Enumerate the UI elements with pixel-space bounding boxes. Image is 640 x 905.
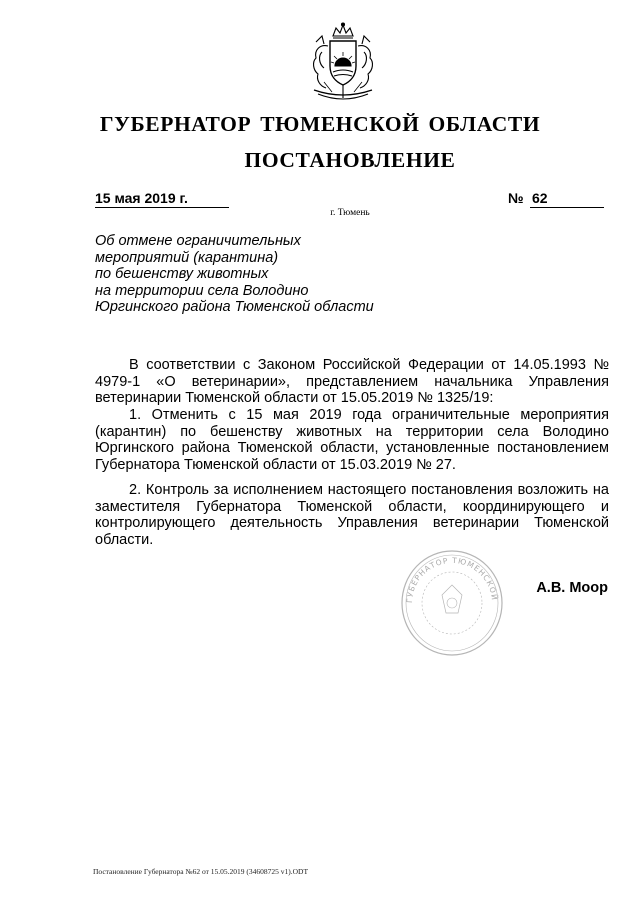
issuing-authority-title: ГУБЕРНАТОР ТЮМЕНСКОЙ ОБЛАСТИ bbox=[99, 112, 541, 136]
coat-of-arms-icon bbox=[302, 22, 384, 106]
body-paragraph-item-1: 1. Отменить с 15 мая 2019 года ограничительные мероприятия (карантин) по бешенству животных на территории села Володино Юргинского района Тюменской области, установленные постановлением Губернатора Тюменской области от 15.03.2019 № 27. bbox=[95, 407, 609, 474]
document-footer: Постановление Губернатора №62 от 15.05.2019 (34608725 v1).ODT bbox=[93, 867, 309, 876]
document-type-title: ПОСТАНОВЛЕНИЕ bbox=[244, 148, 456, 172]
body-paragraph-item-2: 2. Контроль за исполнением настоящего постановления возложить на заместителя Губернатора Тюменской области, координирующего и контролирующего деятельность Управления ветеринарии Тюменской области. bbox=[95, 482, 609, 549]
svg-text:ГУБЕРНАТОР ТЮМЕНСКОЙ ОБЛАСТИ bbox=[398, 547, 499, 604]
subject-line: Об отмене ограничительных bbox=[95, 233, 301, 249]
document-city: г. Тюмень bbox=[330, 208, 370, 218]
document-number: 62 bbox=[530, 190, 604, 208]
subject-line: по бешенству животных bbox=[95, 266, 269, 282]
body-paragraph-preamble: В соответствии с Законом Российской Федерации от 14.05.1993 № 4979-1 «О ветеринарии», представлением начальника Управления ветеринарии Тюменской области от 15.05.2019 № 1325/19: bbox=[95, 357, 609, 407]
signatory-name: А.В. Моор bbox=[536, 580, 608, 596]
document-number-label: № bbox=[508, 190, 524, 206]
subject-line: мероприятий (карантина) bbox=[95, 249, 279, 266]
subject-line: на территории села Володино bbox=[95, 282, 309, 299]
document-subject bbox=[95, 233, 395, 316]
official-stamp bbox=[398, 547, 506, 659]
document-date: 15 мая 2019 г. bbox=[95, 190, 229, 208]
subject-line: Юргинского района Тюменской области bbox=[95, 299, 374, 315]
stamp-text: ГУБЕРНАТОР ТЮМЕНСКОЙ bbox=[404, 555, 500, 604]
